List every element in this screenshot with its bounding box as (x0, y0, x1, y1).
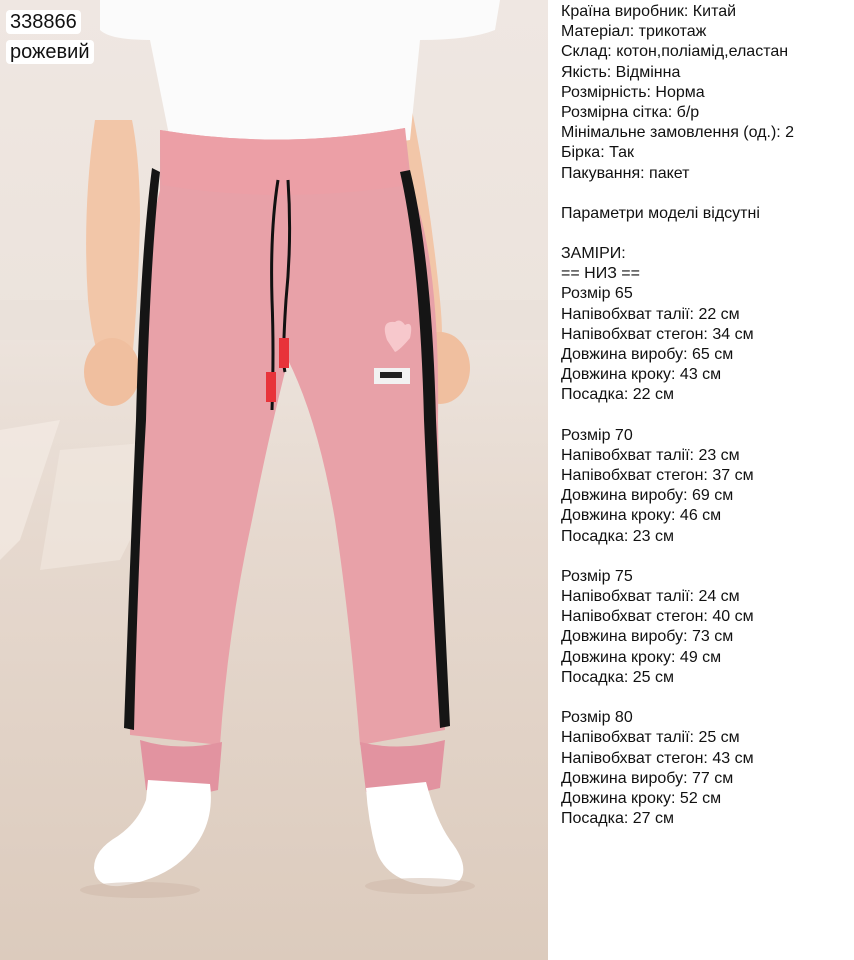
measurement-line: Напівобхват талії: 22 см (561, 305, 740, 323)
right-sock (366, 782, 463, 887)
label-patch (380, 372, 402, 378)
measurement-line: Довжина виробу: 69 см (561, 487, 734, 505)
left-hand (84, 338, 140, 406)
measurement-line: Напівобхват талії: 23 см (561, 446, 740, 464)
detail-line: Бірка: Так (561, 144, 635, 162)
shadow (365, 878, 475, 894)
detail-line: Розмірна сітка: б/р (561, 104, 700, 122)
measurement-line: Посадка: 27 см (561, 810, 675, 828)
detail-line: Пакування: пакет (561, 164, 690, 182)
measurement-line: Напівобхват талії: 25 см (561, 729, 740, 747)
size-block (561, 567, 851, 688)
measurement-line: Довжина кроку: 43 см (561, 366, 722, 384)
size-heading: Розмір 80 (561, 709, 633, 727)
measurement-line: Напівобхват стегон: 40 см (561, 608, 754, 626)
product-code-label: 338866 (6, 10, 81, 34)
spacer (561, 406, 851, 426)
spacer (561, 688, 851, 708)
measurement-line: Посадка: 23 см (561, 527, 675, 545)
white-t-shirt (100, 0, 500, 150)
detail-line: Якість: Відмінна (561, 63, 681, 81)
measurement-line: Посадка: 25 см (561, 668, 675, 686)
shadow (80, 882, 200, 898)
measurements-title: ЗАМІРИ: (561, 245, 626, 263)
measurement-line: Довжина виробу: 73 см (561, 628, 734, 646)
drawstring-tip (266, 372, 276, 402)
details-list (561, 2, 851, 184)
measurement-line: Довжина виробу: 65 см (561, 346, 734, 364)
measurement-line: Напівобхват стегон: 34 см (561, 325, 754, 343)
measurements-section: == НИЗ == (561, 265, 640, 283)
size-heading: Розмір 65 (561, 285, 633, 303)
left-sock (94, 780, 211, 886)
detail-line: Країна виробник: Китай (561, 3, 737, 20)
spacer (561, 184, 851, 204)
product-specs (561, 2, 851, 829)
measurement-line: Довжина кроку: 49 см (561, 648, 722, 666)
drawstring-tip (279, 338, 289, 368)
measurement-line: Напівобхват стегон: 43 см (561, 749, 754, 767)
spacer (561, 547, 851, 567)
detail-line: Мінімальне замовлення (од.): 2 (561, 124, 795, 142)
size-block (561, 426, 851, 547)
detail-line: Розмірність: Норма (561, 83, 705, 101)
size-block (561, 708, 851, 829)
size-heading: Розмір 75 (561, 567, 633, 585)
measurement-line: Довжина виробу: 77 см (561, 769, 734, 787)
measurement-line: Довжина кроку: 46 см (561, 507, 722, 525)
measurement-line: Напівобхват стегон: 37 см (561, 467, 754, 485)
model-params-note: Параметри моделі відсутні (561, 204, 760, 222)
measurement-line: Посадка: 22 см (561, 386, 675, 404)
detail-line: Склад: котон,поліамід,еластан (561, 43, 789, 61)
measurement-line: Напівобхват талії: 24 см (561, 588, 740, 606)
detail-line: Матеріал: трикотаж (561, 23, 707, 41)
product-color-label: рожевий (6, 40, 94, 64)
size-block (561, 284, 851, 405)
pink-pants (130, 128, 445, 745)
measurement-line: Довжина кроку: 52 см (561, 789, 722, 807)
size-heading: Розмір 70 (561, 426, 633, 444)
left-arm (86, 120, 140, 360)
spacer (561, 224, 851, 244)
